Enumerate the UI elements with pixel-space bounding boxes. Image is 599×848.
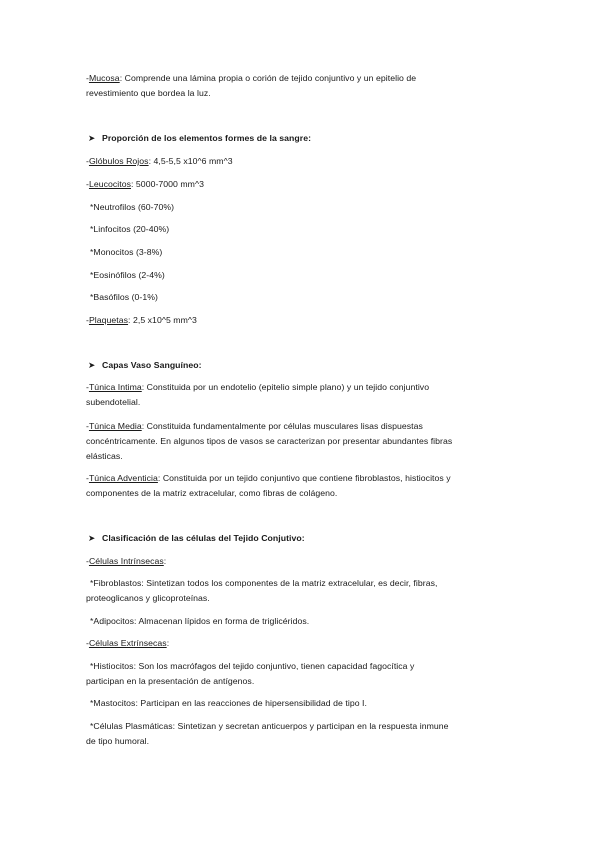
celulas-intrinsecas-line: -Células Intrínsecas:: [86, 556, 167, 566]
list-item-basofilos: *Basófilos (0-1%): [90, 292, 158, 302]
tunica-adventicia-paragraph: -Túnica Adventicia: Constituida por un tejido conjuntivo que contiene fibroblastos, histiocitos y componentes de la matriz extracelular, como fibras de colágeno.: [86, 473, 451, 498]
celulas-extrinsecas-line: -Células Extrínsecas:: [86, 638, 170, 648]
list-item-eosinofilos: *Eosinófilos (2-4%): [90, 270, 165, 280]
mucosa-paragraph: -Mucosa: Comprende una lámina propia o corión de tejido conjuntivo y un epitelio de revestimiento que bordea la luz.: [86, 73, 417, 98]
tunica-intima-paragraph: -Túnica Intima: Constituida por un endotelio (epitelio simple plano) y un tejido conjuntivo subendotelial.: [86, 382, 430, 407]
heading-cell-classification: ➤ Clasificación de las células del Tejido Conjutivo:: [86, 531, 516, 546]
mastocitos-line: *Mastocitos: Participan en las reacciones de hipersensibilidad de tipo I.: [90, 698, 367, 708]
histiocitos-paragraph: *Histiocitos: Son los macrófagos del tejido conjuntivo, tienen capacidad fagocítica y participan en la presentación de antígenos.: [86, 661, 415, 686]
tunica-media-paragraph: -Túnica Media: Constituida fundamentalmente por células musculares lisas dispuestas concéntricamente. En algunos tipos de vasos se caracterizan por presentar abundantes fibras elásticas.: [86, 421, 453, 461]
mucosa-term: Mucosa: [88, 73, 120, 83]
globulos-rojos-line: -Glóbulos Rojos: 4,5-5,5 x10^6 mm^3: [86, 156, 233, 166]
celulas-plasmaticas-paragraph: *Células Plasmáticas: Sintetizan y secretan anticuerpos y participan en la respuesta inmune de tipo humoral.: [86, 721, 449, 746]
leucocitos-line: -Leucocitos: 5000-7000 mm^3: [86, 179, 204, 189]
list-item-neutrofilos: *Neutrofilos (60-70%): [90, 202, 175, 212]
list-item-linfocitos: *Linfocitos (20-40%): [90, 224, 170, 234]
heading-vessel-layers: ➤ Capas Vaso Sanguíneo:: [86, 358, 516, 373]
arrow-bullet-icon: ➤: [88, 533, 96, 543]
fibroblastos-paragraph: *Fibroblastos: Sintetizan todos los componentes de la matriz extracelular, es decir, fibras, proteoglicanos y glicoproteínas.: [86, 578, 438, 603]
heading-blood-elements: ➤ Proporción de los elementos formes de la sangre:: [86, 131, 516, 146]
arrow-bullet-icon: ➤: [88, 133, 96, 143]
list-item-monocitos: *Monocitos (3-8%): [90, 247, 163, 257]
arrow-bullet-icon: ➤: [88, 360, 96, 370]
adipocitos-line: *Adipocitos: Almacenan lípidos en forma de triglicéridos.: [90, 616, 310, 626]
plaquetas-line: -Plaquetas: 2,5 x10^5 mm^3: [86, 315, 197, 325]
